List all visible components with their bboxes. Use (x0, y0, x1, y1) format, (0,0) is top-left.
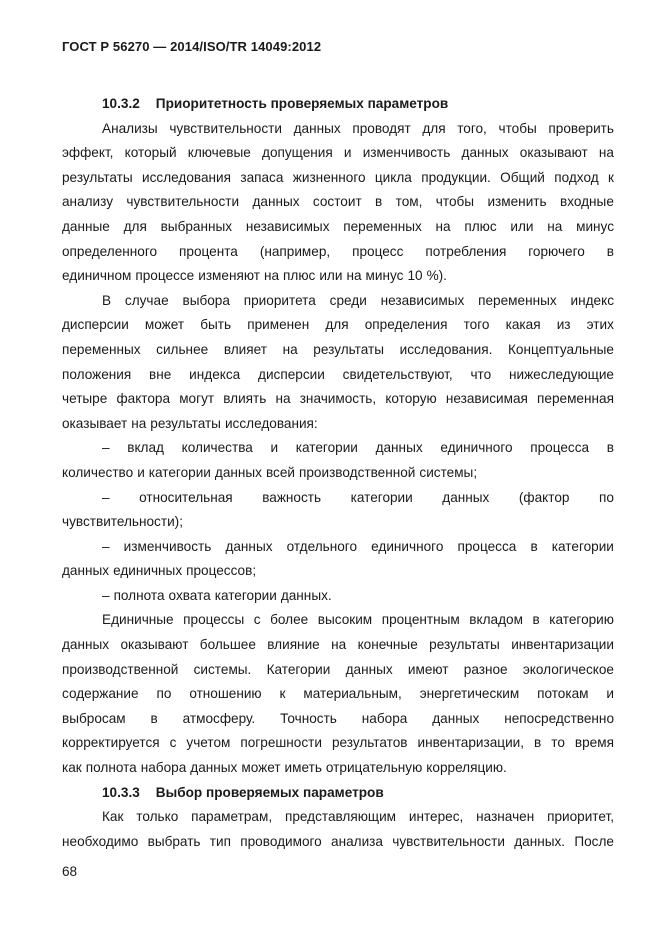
text-line: как полнота набора данных может иметь отрицательную корреляцию. (62, 760, 507, 776)
section-title: Приоритетность проверяемых параметров (155, 96, 449, 111)
document-body (62, 92, 614, 854)
text-line: чувствительности); (62, 514, 183, 530)
text-line: оказывает на результаты исследования: (62, 415, 318, 431)
text-line: четыре фактора могут влиять на значимость, которую независимая переменная (62, 391, 614, 407)
text-line: дисперсии может быть применен для определения того какая из этих (62, 317, 614, 333)
section-number: 10.3.3 (102, 784, 140, 800)
text-line: корректируется с учетом погрешности результатов инвентаризации, в то время (62, 735, 614, 751)
text-line: определенного процента (например, процесс потребления горючего в (62, 243, 614, 259)
section-heading (62, 781, 614, 806)
text-line: содержание по отношению к материальным, энергетическим потокам и (62, 686, 614, 702)
text-line: данные для выбранных независимых переменных на плюс или на минус (62, 218, 614, 234)
section-number: 10.3.2 (102, 96, 140, 111)
section-title: Выбор проверяемых параметров (155, 784, 384, 800)
text-line: данных оказывают большее влияние на конечные результаты инвентаризации (62, 637, 614, 653)
text-line: Анализы чувствительности данных проводят для того, чтобы проверить (102, 120, 614, 136)
text-line: необходимо выбрать тип проводимого анализа чувствительности данных. После (62, 833, 614, 849)
text-line: эффект, который ключевые допущения и изменчивость данных оказывают на (62, 145, 614, 161)
text-line: данных единичных процессов; (62, 563, 257, 579)
text-line: переменных сильнее влияет на результаты исследования. Концептуальные (62, 341, 614, 357)
text-line: анализу чувствительности данных состоит в том, чтобы изменить входные (62, 194, 614, 210)
text-line: выбросам в атмосферу. Точность набора данных непосредственно (62, 710, 614, 726)
text-line: производственной системы. Категории данных имеют разное экологическое (62, 661, 614, 677)
section-heading (62, 92, 614, 117)
text-line: результаты исследования запаса жизненного цикла продукции. Общий подход к (62, 169, 614, 185)
text-line: – вклад количества и категории данных единичного процесса в (102, 440, 614, 456)
text-line: количество и категории данных всей производственной системы; (62, 464, 478, 480)
document-header: ГОСТ Р 56270 — 2014/ISO/TR 14049:2012 (62, 39, 322, 54)
text-line: – относительная важность категории данных (фактор по (102, 489, 614, 505)
text-line: В случае выбора приоритета среди независимых переменных индекс (102, 292, 614, 308)
text-line: положения вне индекса дисперсии свидетельствуют, что нижеследующие (62, 366, 614, 382)
text-line: – полнота охвата категории данных. (102, 587, 332, 603)
text-line: – изменчивость данных отдельного единичного процесса в категории (102, 538, 614, 554)
page-number: 68 (62, 864, 78, 879)
text-line: единичном процессе изменяют на плюс или на минус 10 %). (62, 268, 447, 284)
text-line: Как только параметрам, представляющим интерес, назначен приоритет, (102, 809, 614, 825)
text-line: Единичные процессы с более высоким процентным вкладом в категорию (102, 612, 614, 628)
